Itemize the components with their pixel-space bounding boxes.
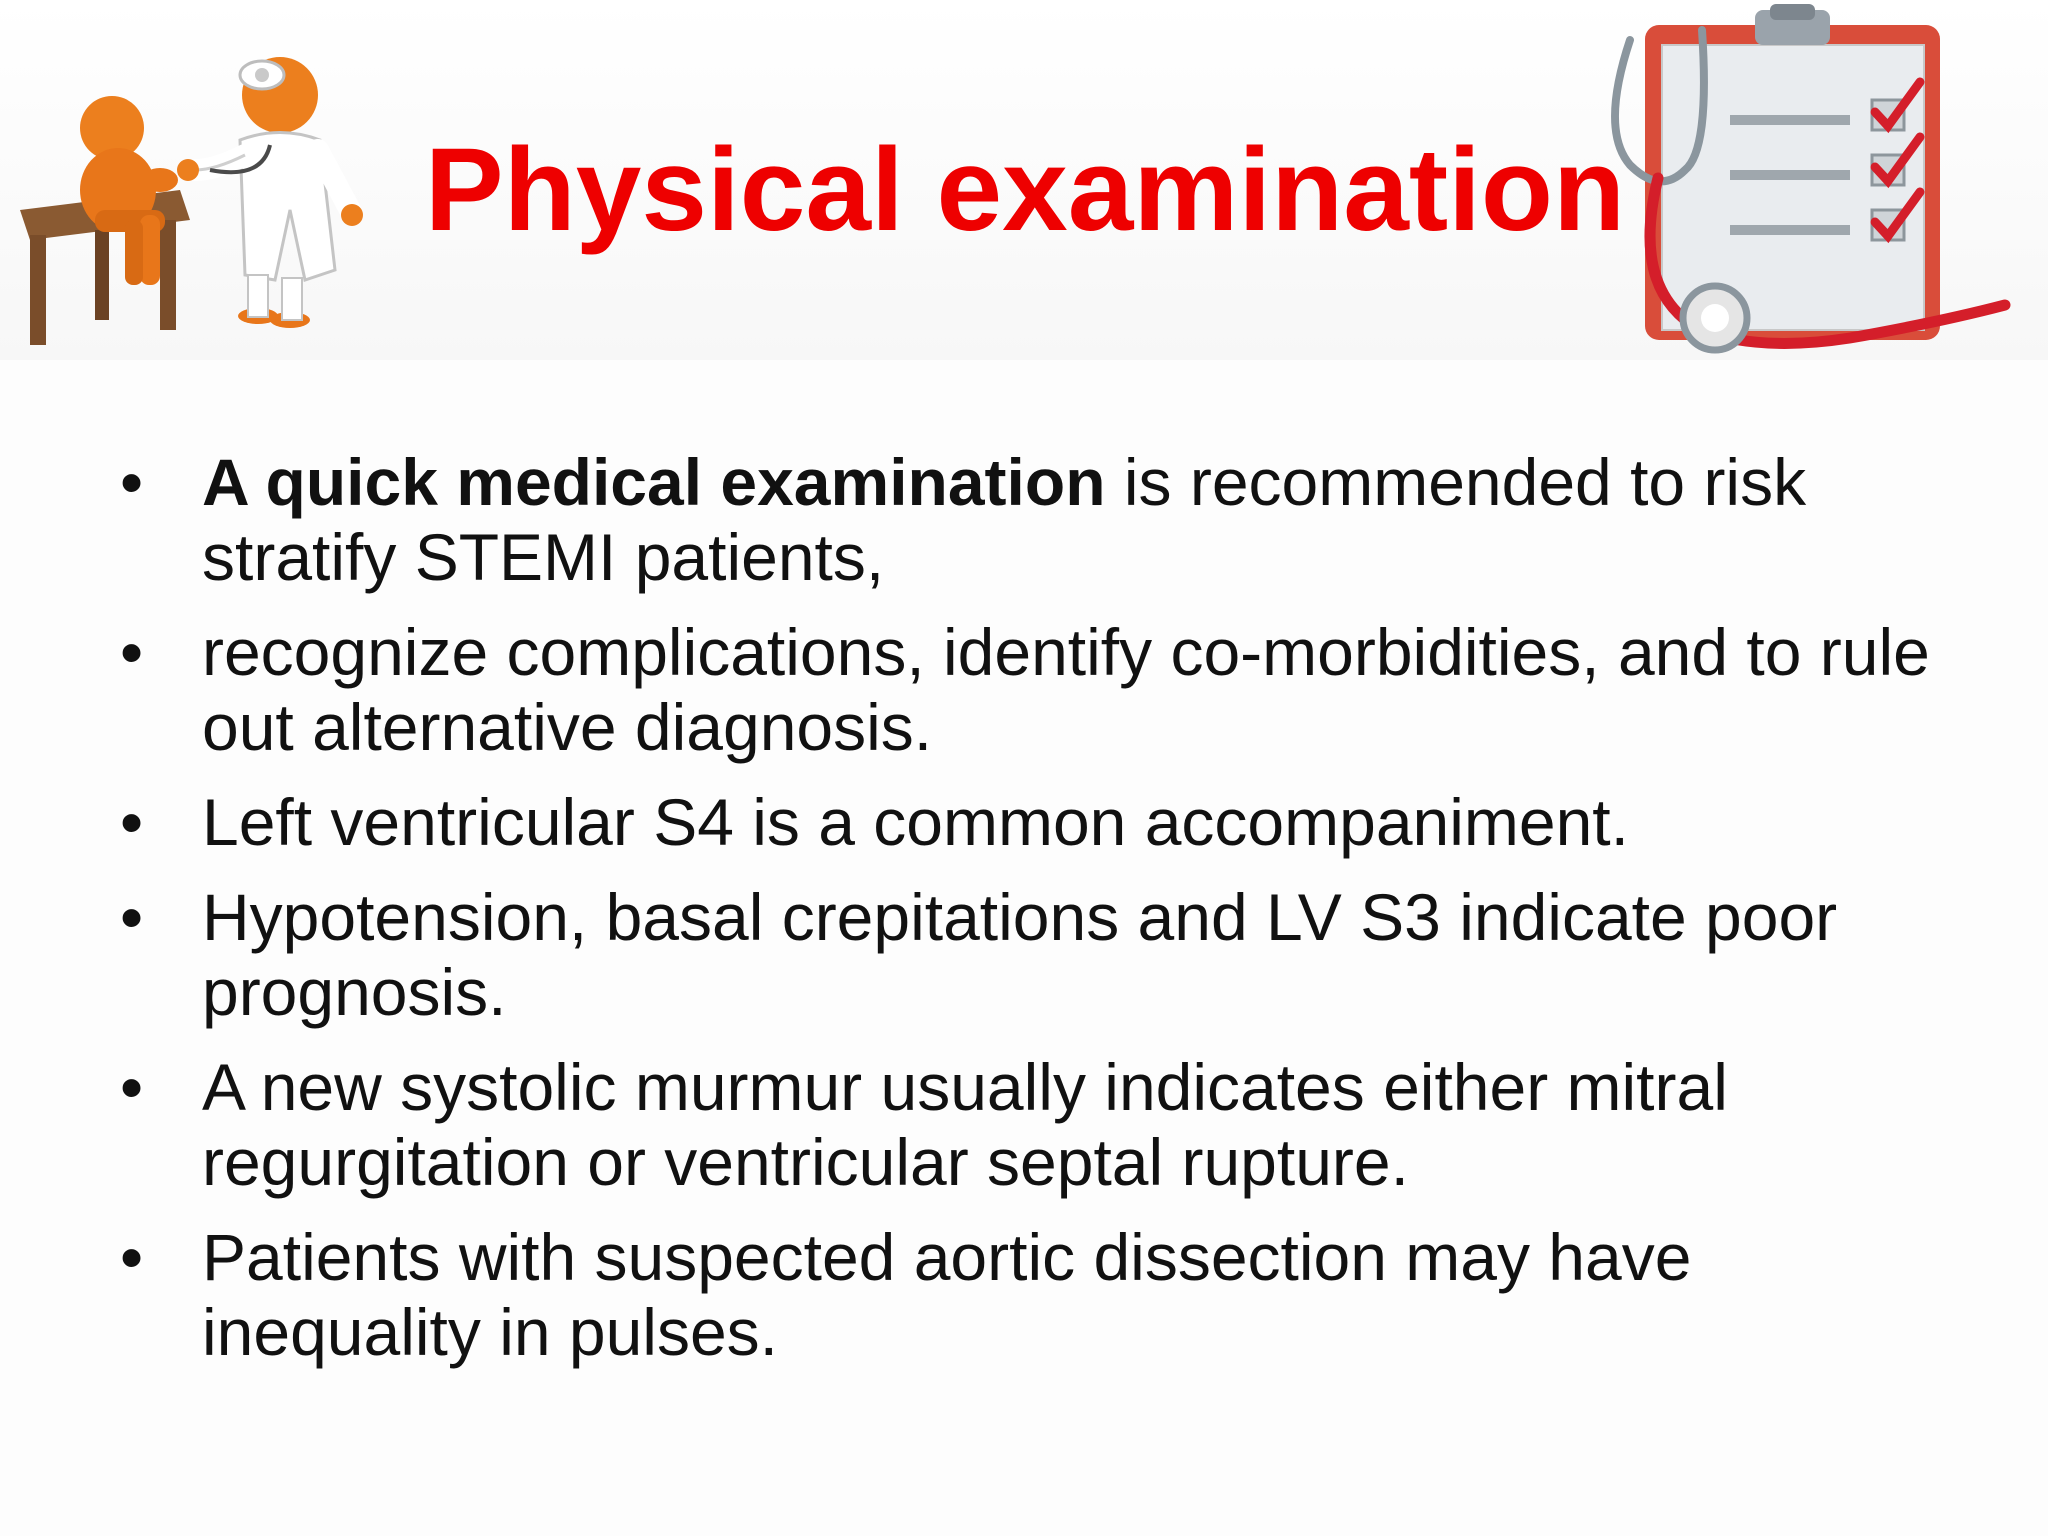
bullet-text xyxy=(202,1050,1728,1199)
bullet-text xyxy=(202,445,1806,594)
bullet-dot: • xyxy=(120,1050,144,1124)
list-item xyxy=(120,785,1980,860)
bullet-dot: • xyxy=(120,445,144,519)
list-item xyxy=(120,615,1980,765)
bullet-plain-text: recognize complications, identify co-morbidities, and to rule out alternative diagnosis. xyxy=(202,615,1930,764)
bullet-dot: • xyxy=(120,1220,144,1294)
bullet-dot: • xyxy=(120,785,144,859)
bullet-text xyxy=(202,615,1930,764)
doctor-examining-patient-illustration xyxy=(0,20,380,360)
bullet-plain-text: Patients with suspected aortic dissection may have inequality in pulses. xyxy=(202,1220,1692,1369)
list-item xyxy=(120,880,1980,1030)
bullet-bold-text: A quick medical examination xyxy=(202,445,1106,519)
bullet-dot: • xyxy=(120,880,144,954)
bullet-text xyxy=(202,1220,1691,1369)
bullet-plain-text: Left ventricular S4 is a common accompaniment. xyxy=(202,785,1629,859)
slide-title: Physical examination xyxy=(424,124,1626,256)
list-item xyxy=(120,445,1980,595)
bullet-text xyxy=(202,880,1837,1029)
bullet-plain-text: is recommended to risk stratify STEMI patients, xyxy=(202,445,1807,594)
doctor-figure-icon xyxy=(177,57,363,328)
bullet-dot: • xyxy=(120,615,144,689)
bullet-text xyxy=(202,785,1629,859)
clipboard-checklist-stethoscope-illustration xyxy=(1590,0,2030,360)
bullet-plain-text: Hypotension, basal crepitations and LV S3 indicate poor prognosis. xyxy=(202,880,1838,1029)
bullet-plain-text: A new systolic murmur usually indicates either mitral regurgitation or ventricular septal rupture. xyxy=(202,1050,1728,1199)
list-item xyxy=(120,1220,1980,1370)
list-item xyxy=(120,1050,1980,1200)
bullet-list xyxy=(120,445,1980,1390)
